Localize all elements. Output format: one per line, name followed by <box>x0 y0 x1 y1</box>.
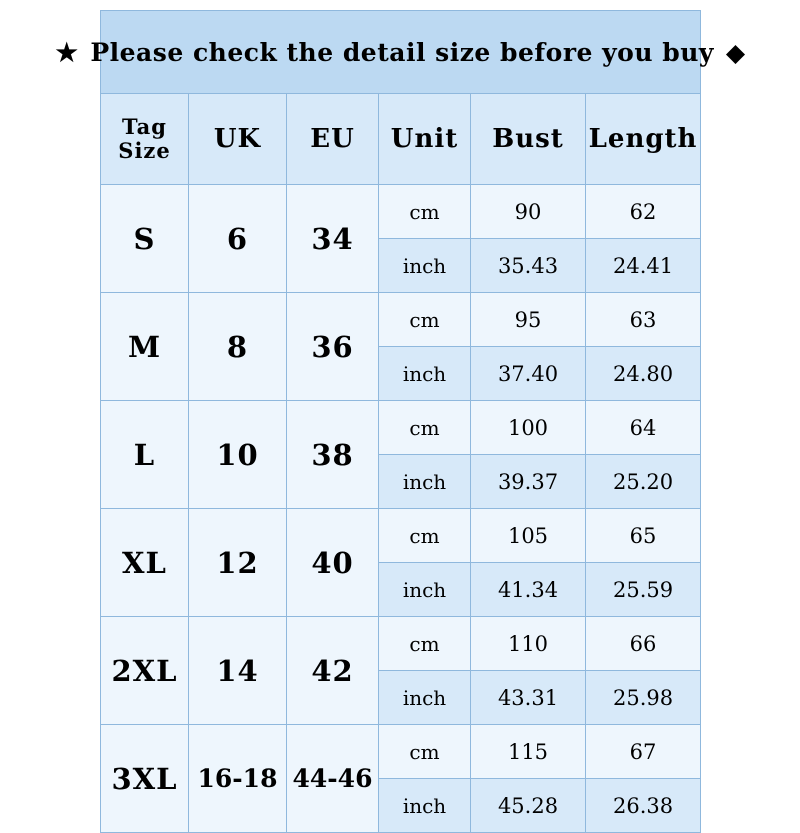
cell-length-cm: 67 <box>586 725 701 779</box>
cell-bust-inch: 37.40 <box>471 347 586 401</box>
cell-eu: 36 <box>287 293 379 401</box>
size-chart-table-wrapper <box>55 10 746 818</box>
cell-length-inch: 24.41 <box>586 239 701 293</box>
header-eu: EU <box>287 94 379 185</box>
table-row <box>101 185 701 239</box>
cell-bust-cm: 115 <box>471 725 586 779</box>
star-icon: ★ <box>55 37 79 67</box>
cell-eu: 34 <box>287 185 379 293</box>
cell-unit-cm: cm <box>379 509 471 563</box>
cell-unit-cm: cm <box>379 185 471 239</box>
table-row <box>101 617 701 671</box>
table-row <box>101 293 701 347</box>
cell-tag-size: S <box>101 185 189 293</box>
cell-length-cm: 64 <box>586 401 701 455</box>
cell-uk: 14 <box>189 617 287 725</box>
cell-length-cm: 63 <box>586 293 701 347</box>
cell-unit-cm: cm <box>379 617 471 671</box>
header-unit: Unit <box>379 94 471 185</box>
table-row <box>101 401 701 455</box>
header-tag-size <box>101 94 189 185</box>
cell-length-inch: 24.80 <box>586 347 701 401</box>
cell-length-inch: 26.38 <box>586 779 701 833</box>
cell-uk: 16-18 <box>189 725 287 833</box>
cell-unit-inch: inch <box>379 563 471 617</box>
cell-eu: 44-46 <box>287 725 379 833</box>
table-row <box>101 509 701 563</box>
cell-unit-inch: inch <box>379 455 471 509</box>
banner-content <box>55 37 746 67</box>
cell-bust-inch: 41.34 <box>471 563 586 617</box>
cell-length-inch: 25.98 <box>586 671 701 725</box>
cell-tag-size: L <box>101 401 189 509</box>
header-uk: UK <box>189 94 287 185</box>
cell-unit-cm: cm <box>379 293 471 347</box>
cell-bust-inch: 43.31 <box>471 671 586 725</box>
cell-length-cm: 65 <box>586 509 701 563</box>
cell-uk: 10 <box>189 401 287 509</box>
header-tag-size-line1: Tag <box>122 113 167 139</box>
header-bust: Bust <box>471 94 586 185</box>
banner-row <box>101 11 701 94</box>
cell-bust-cm: 110 <box>471 617 586 671</box>
cell-unit-inch: inch <box>379 779 471 833</box>
cell-bust-cm: 95 <box>471 293 586 347</box>
cell-bust-inch: 39.37 <box>471 455 586 509</box>
cell-eu: 40 <box>287 509 379 617</box>
cell-length-inch: 25.20 <box>586 455 701 509</box>
banner-cell <box>55 11 746 94</box>
cell-bust-inch: 45.28 <box>471 779 586 833</box>
cell-uk: 8 <box>189 293 287 401</box>
header-tag-size-line2: Size <box>118 138 171 163</box>
size-chart-table <box>55 10 746 833</box>
cell-tag-size: 3XL <box>101 725 189 833</box>
cell-unit-cm: cm <box>379 401 471 455</box>
header-length: Length <box>586 94 701 185</box>
cell-length-cm: 62 <box>586 185 701 239</box>
cell-length-cm: 66 <box>586 617 701 671</box>
cell-bust-inch: 35.43 <box>471 239 586 293</box>
cell-eu: 38 <box>287 401 379 509</box>
cell-bust-cm: 90 <box>471 185 586 239</box>
cell-uk: 12 <box>189 509 287 617</box>
table-header-row <box>101 94 701 185</box>
cell-uk: 6 <box>189 185 287 293</box>
cell-bust-cm: 100 <box>471 401 586 455</box>
banner-text: Please check the detail size before you buy <box>90 37 714 67</box>
cell-eu: 42 <box>287 617 379 725</box>
cell-tag-size: XL <box>101 509 189 617</box>
cell-bust-cm: 105 <box>471 509 586 563</box>
cell-tag-size: 2XL <box>101 617 189 725</box>
cell-unit-inch: inch <box>379 239 471 293</box>
cell-tag-size: M <box>101 293 189 401</box>
cell-unit-inch: inch <box>379 671 471 725</box>
cell-length-inch: 25.59 <box>586 563 701 617</box>
cell-unit-inch: inch <box>379 347 471 401</box>
table-row <box>101 725 701 779</box>
cell-unit-cm: cm <box>379 725 471 779</box>
diamond-icon: ◆ <box>725 37 746 67</box>
